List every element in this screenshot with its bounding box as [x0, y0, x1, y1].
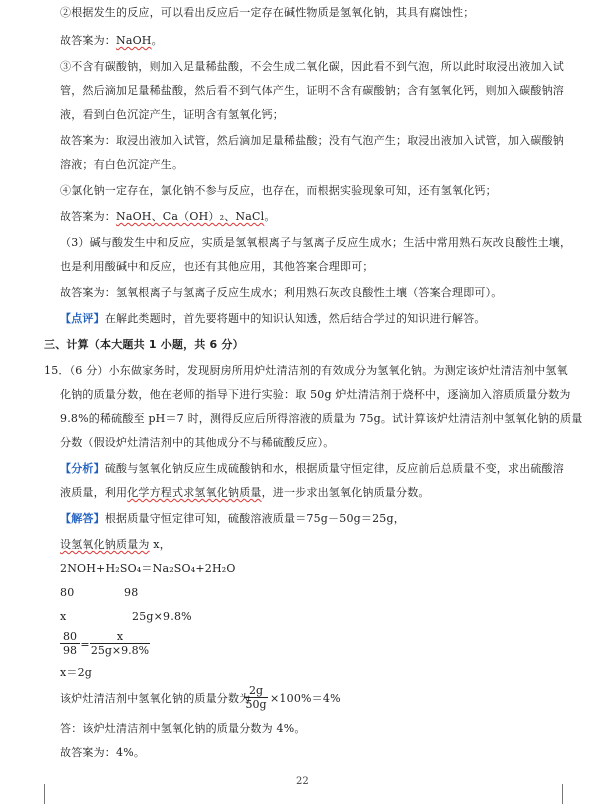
answer-line: 故答案为：NaOH。	[60, 34, 163, 47]
answer-line: 故答案为：4%。	[60, 746, 146, 759]
analysis-line: 液质量，利用化学方程式求氢氧化钠质量，进一步求出氢氧化钠质量分数。	[60, 486, 430, 499]
corner-mark-left	[44, 784, 45, 804]
answer-line: 故答案为：NaOH、Ca（OH）₂、NaCl。	[60, 210, 276, 223]
answer-line: 故答案为：取浸出液加入试管，然后滴加足量稀盐酸；没有气泡产生；取浸出液加入试管，加入碳酸钠	[60, 134, 564, 147]
solution-line: 【解答】根据质量守恒定律可知，硫酸溶液质量＝75g－50g＝25g，	[60, 512, 405, 525]
solution-tag: 【解答】	[60, 512, 105, 525]
ratio-row: 80	[60, 586, 75, 599]
ratio-row: x	[60, 610, 67, 623]
text-line: 也是利用酸碱中和反应，也还有其他应用，其他答案合理即可；	[60, 260, 374, 273]
corner-mark-right	[562, 784, 563, 804]
analysis-line: 【分析】硫酸与氢氧化钠反应生成硫酸钠和水，根据质量守恒定律，反应前后总质量不变，求出硫酸溶	[60, 462, 565, 475]
ratio-row-value: 98	[124, 586, 139, 599]
fraction-80-98: $\frac{80}{98}$	[60, 630, 80, 657]
analysis-tag: 【分析】	[60, 462, 105, 475]
comment-line: 【点评】在解此类题时，首先要将题中的知识认知透，然后结合学过的知识进行解答。	[60, 312, 486, 325]
equals-sign: =	[80, 638, 90, 651]
fraction-x-solution: $\frac{x}{25g\times 9.8\%}$	[90, 630, 150, 657]
text-line: ③不含有碳酸钠，则加入足量稀盐酸，不会生成二氧化碳，因此看不到气泡，所以此时取浸出液加入试	[60, 60, 564, 73]
section-heading: 三、计算（本大题共 1 小题，共 6 分）	[44, 338, 244, 351]
question-line: 分数（假设炉灶清洁剂中的其他成分不与稀硫酸反应）。	[60, 436, 335, 449]
solution-line: 设氢氧化钠质量为 x，	[60, 538, 171, 551]
question-line: 化钠的质量分数，他在老师的指导下进行实验：取 50g 炉灶清洁剂于烧杯中，逐滴加入溶质质量分数为	[60, 388, 571, 401]
answer-line: 故答案为：氢氧根离子与氢离子反应生成水；利用熟石灰改良酸性土壤（答案合理即可）。	[60, 286, 503, 299]
comment-tag: 【点评】	[60, 312, 105, 325]
percentage-result: ×100%＝4%	[270, 692, 341, 705]
text-line: ②根据发生的反应，可以看出反应后一定存在碱性物质是氢氧化钠，其具有腐蚀性；	[60, 6, 475, 19]
chemical-equation: 2NOH+H₂SO₄＝Na₂SO₄+2H₂O	[60, 562, 236, 575]
text-line: （3）碱与酸发生中和反应，实质是氢氧根离子与氢离子反应生成水；生活中常用熟石灰改良酸性土壤，	[60, 236, 572, 249]
answer-line: 溶液；有白色沉淀产生。	[60, 158, 184, 171]
fraction-2g-50g: $\frac{2g}{50g}$	[245, 684, 267, 711]
text-line: 液，看到白色沉淀产生，证明含有氢氧化钙；	[60, 108, 284, 121]
percentage-line: 该炉灶清洁剂中氢氧化钠的质量分数为	[60, 692, 251, 705]
result-line: x＝2g	[60, 666, 93, 679]
ratio-row-value: 25g×9.8%	[132, 610, 192, 623]
text-line: ④氯化钠一定存在，氯化钠不参与反应，也存在，而根据实验现象可知，还有氢氧化钙；	[60, 184, 497, 197]
answer-line: 答：该炉灶清洁剂中氢氧化钠的质量分数为 4%。	[60, 722, 306, 735]
text-line: 管，然后滴加足量稀盐酸，然后看不到气体产生，证明不含有碳酸钠；含有氢氧化钙，则加入碳酸钠溶	[60, 84, 564, 97]
question-line: 9.8%的稀硫酸至 pH＝7 时，测得反应后所得溶液的质量为 75g。试计算该炉灶清洁剂中氢氧化钠的质量	[60, 412, 583, 425]
question-line: 15．（6 分）小东做家务时，发现厨房所用炉灶清洁剂的有效成分为氢氧化钠。为测定该炉灶清洁剂中氢氧	[44, 364, 568, 377]
page-number: 22	[296, 776, 309, 787]
